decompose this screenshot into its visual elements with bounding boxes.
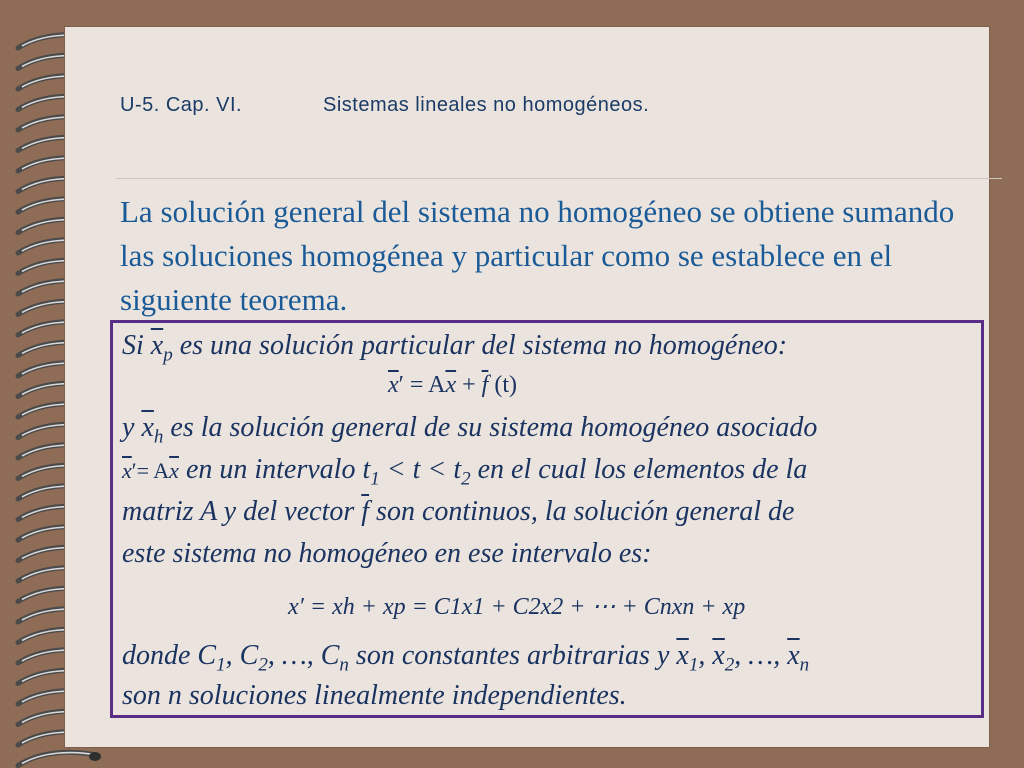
- theorem-line-3: $\overline{x}'= A\overline{x}$ en un intervalo $t_1 < t < t_2$ en el cual los elementos de la: [122, 454, 808, 490]
- theorem-line-1: Si $\overline{x}_p$ es una solución particular del sistema no homogéneo:: [122, 330, 788, 366]
- equation-homogeneous-system: $\overline{x}'= A\overline{x}$: [122, 458, 179, 483]
- equation-nonhomogeneous-system: $\overline{x}' = A\overline{x} + \overline{f}$ (t): [388, 372, 517, 398]
- theorem-line-4: matriz A y del vector $\overline{f}$ son continuos, la solución general de: [122, 496, 795, 527]
- intro-paragraph: La solución general del sistema no homogéneo se obtiene sumando las soluciones homogénea y particular como se establece en el siguiente teorema.: [120, 194, 955, 317]
- theorem-line-5: este sistema no homogéneo en ese intervalo es:: [122, 538, 652, 569]
- slide-title: Sistemas lineales no homogéneos.: [323, 94, 650, 116]
- binding-hole: [89, 752, 101, 761]
- theorem-line-6: donde $C_1$, $C_2$, …, $C_n$ son constantes arbitrarias y $\overline{x}_1$, $\overline{x}_2$, …, $\overline{x}_n$: [122, 640, 810, 676]
- theorem-line-7: son n soluciones linealmente independientes.: [122, 680, 627, 711]
- header-divider: [116, 178, 1002, 179]
- equation-general-solution: x′ = xh + xp = C1x1 + C2x2 + ⋯ + Cnxn + xp: [288, 594, 746, 620]
- unit-chapter-label: U-5. Cap. VI.: [120, 94, 243, 116]
- theorem-line-2: y $\overline{x}_h$ es la solución general de su sistema homogéneo asociado: [122, 412, 818, 448]
